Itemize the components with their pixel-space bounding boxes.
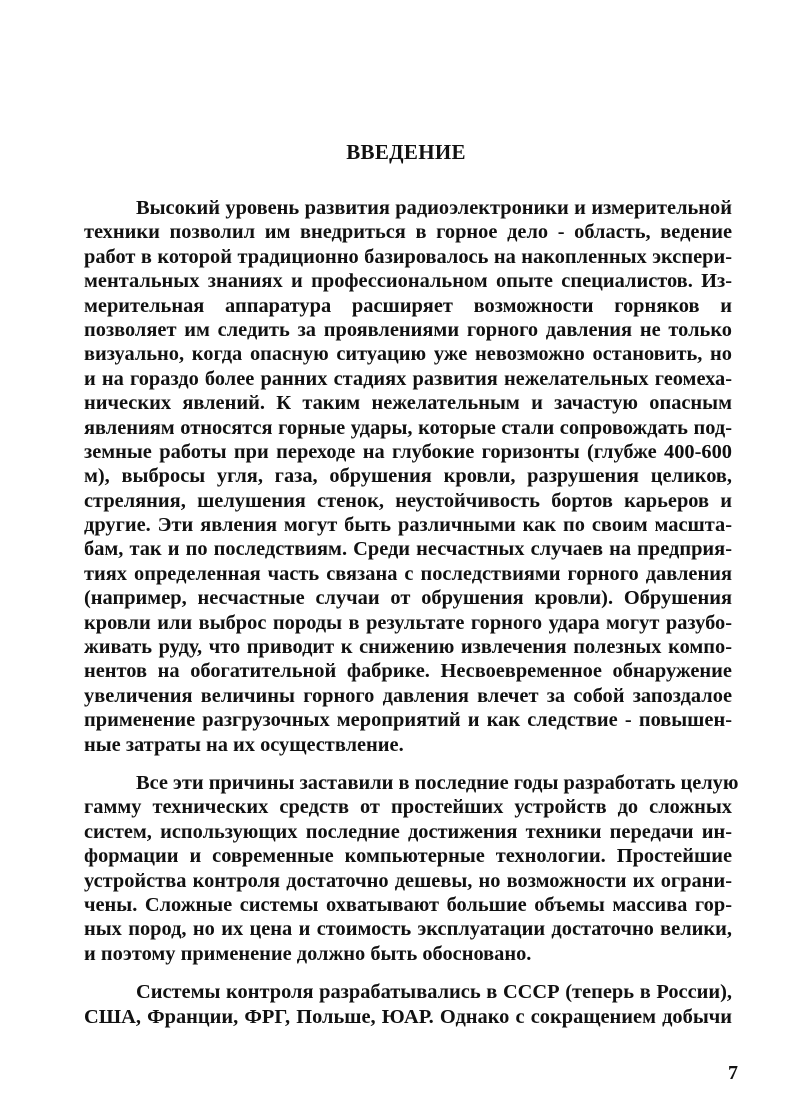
text-line: формации и современные компьютерные технологии. Простейшие — [84, 845, 732, 868]
text-line: мерительная аппаратура расширяет возможности горняков и — [84, 294, 732, 317]
text-line: позволяет им следить за проявлениями горного давления не только — [84, 318, 732, 341]
text-line: нентов на обогатительной фабрике. Несвоевременное обнаружение — [84, 660, 732, 683]
text-line: увеличения величины горного давления влечет за собой запоздалое — [84, 684, 732, 707]
paragraph-3 — [84, 980, 732, 1029]
body-text — [84, 196, 739, 1029]
text-line: визуально, когда опасную ситуацию уже невозможно остановить, но — [84, 343, 732, 366]
text-line: гамму технических средств от простейших устройств до сложных — [84, 796, 732, 819]
text-line: бам, так и по последствиям. Среди несчастных случаев на предприя- — [84, 538, 732, 561]
text-line: живать руду, что приводит к снижению извлечения полезных компо- — [84, 636, 732, 659]
text-line: тиях определенная часть связана с последствиями горного давления — [84, 562, 732, 585]
paragraph-gap — [84, 757, 732, 771]
text-line: и на гораздо более ранних стадиях развития нежелательных геомеха- — [84, 367, 732, 390]
text-line: техники позволил им внедриться в горное дело - область, ведение — [84, 221, 732, 244]
paragraph-gap — [84, 966, 732, 980]
text-line: ментальных знаниях и профессиональном опыте специалистов. Из- — [84, 270, 732, 293]
text-line: нических явлений. К таким нежелательным и зачастую опасным — [84, 392, 732, 415]
chapter-heading: ВВЕДЕНИЕ — [346, 140, 466, 164]
text-line: Высокий уровень развития радиоэлектроники и измерительной — [136, 197, 732, 219]
text-line: явлениям относятся горные удары, которые стали сопровождать под- — [84, 416, 732, 439]
text-line: работ в которой традиционно базировалось на накопленных экспери- — [84, 245, 732, 268]
text-line: применение разгрузочных мероприятий и как следствие - повышен- — [84, 709, 732, 732]
text-line: Системы контроля разрабатывались в СССР (теперь в России), — [136, 981, 732, 1004]
paragraph-1 — [84, 196, 732, 757]
text-line: и поэтому применение должно быть обосновано. — [84, 942, 532, 965]
text-line: ные затраты на их осуществление. — [84, 733, 404, 756]
text-line: кровли или выброс породы в результате горного удара могут разубо- — [84, 611, 732, 634]
text-line: м), выбросы угля, газа, обрушения кровли, разрушения целиков, — [84, 465, 732, 488]
page-number: 7 — [728, 1062, 738, 1084]
text-line: устройства контроля достаточно дешевы, но возможности их ограни- — [84, 869, 732, 892]
text-line: другие. Эти явления могут быть различными как по своим масшта- — [84, 514, 732, 537]
text-line: ных пород, но их цена и стоимость эксплуатации достаточно велики, — [84, 918, 732, 941]
text-line: систем, использующих последние достижения техники передачи ин- — [84, 820, 732, 843]
text-line: чены. Сложные системы охватывают большие объемы массива гор- — [84, 893, 732, 916]
text-line: (например, несчастные случаи от обрушения кровли). Обрушения — [84, 587, 732, 610]
text-line: Все эти причины заставили в последние годы разработать целую — [136, 771, 739, 794]
text-line: США, Франции, ФРГ, Польше, ЮАР. Однако с сокращением добычи — [84, 1005, 732, 1028]
text-line: стреляния, шелушения стенок, неустойчивость бортов карьеров и — [84, 489, 732, 512]
text-line: земные работы при переходе на глубокие горизонты (глубже 400-600 — [84, 440, 732, 463]
paragraph-2 — [84, 771, 739, 966]
